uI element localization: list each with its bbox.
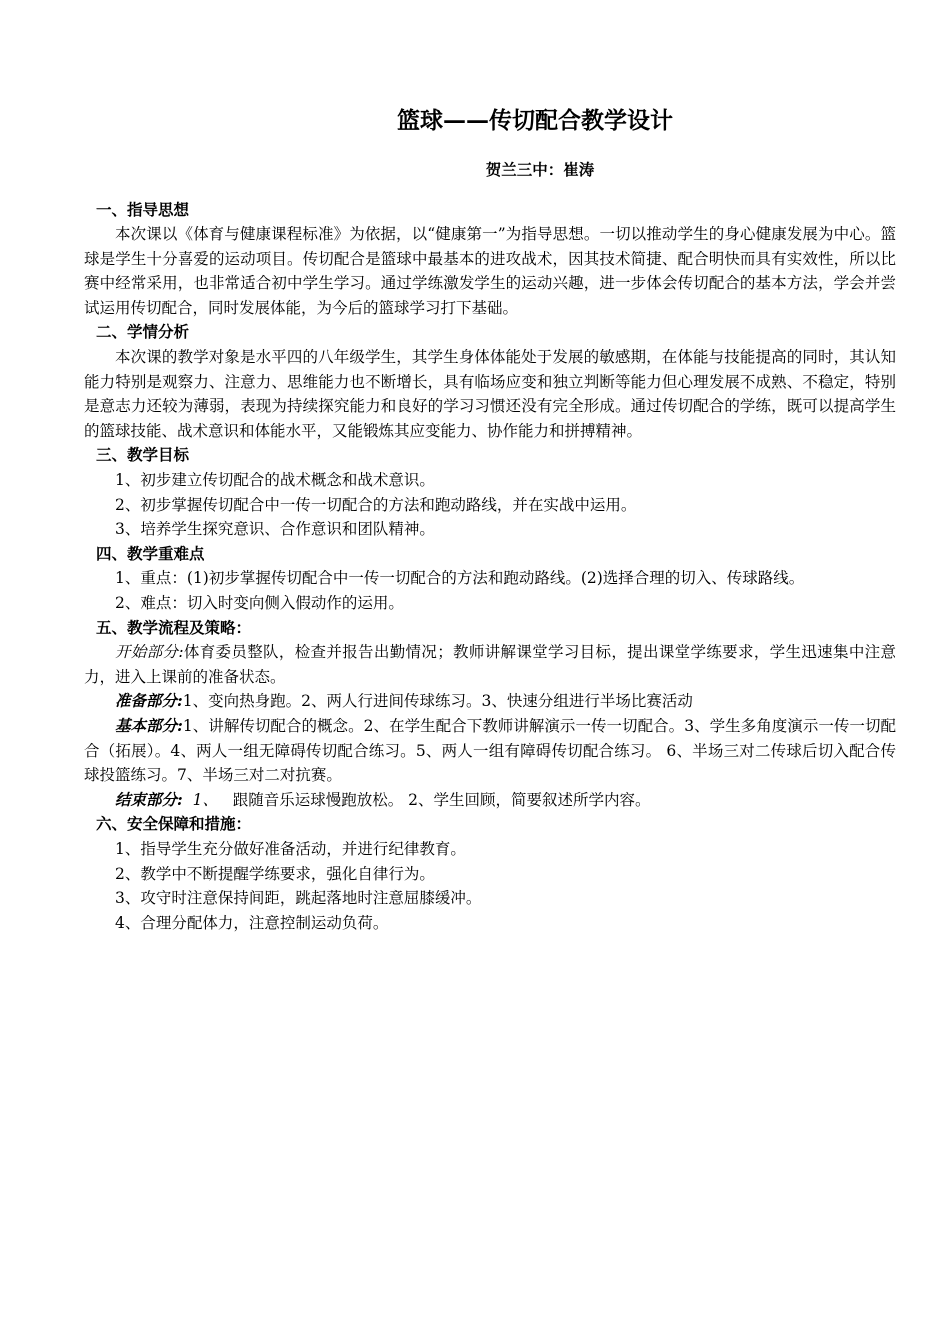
part-text: 1、讲解传切配合的概念。2、在学生配合下教师讲解演示一传一切配合。3、学生多角度演示一传一切配合（拓展）。4、两人一组无障碍传切配合练习。5、两人一组有障碍传切配合练习。 6、半场三对二传球后切入配合传球投篮练习。7、半场三对二对抗赛。 bbox=[84, 716, 896, 785]
part-label: 准备部分: bbox=[115, 691, 183, 711]
list-item: 1、指导学生充分做好准备活动，并进行纪律教育。 bbox=[115, 839, 466, 858]
part-text: 1、变向热身跑。2、两人行进间传球练习。3、快速分组进行半场比赛活动 bbox=[182, 692, 693, 711]
part-label: 开始部分: bbox=[115, 643, 184, 662]
list-item: 3、培养学生探究意识、合作意识和团队精神。 bbox=[115, 520, 435, 539]
list-item: 1、初步建立传切配合的战术概念和战术意识。 bbox=[115, 471, 435, 490]
section-guiding-ideology bbox=[84, 198, 896, 321]
part-number: 1、 bbox=[192, 790, 218, 809]
process-part-start bbox=[84, 640, 896, 689]
section-heading: 三、教学目标 bbox=[96, 445, 190, 465]
section-heading: 四、教学重难点 bbox=[96, 543, 205, 563]
list-item: 2、难点：切入时变向侧入假动作的运用。 bbox=[115, 594, 404, 612]
document-title: 篮球——传切配合教学设计 bbox=[397, 107, 673, 134]
section-heading: 六、安全保障和措施： bbox=[96, 814, 252, 834]
author-line: 贺兰三中：崔涛 bbox=[485, 160, 595, 179]
process-part-basic bbox=[84, 714, 896, 788]
part-text: 跟随音乐运球慢跑放松。 2、学生回顾，简要叙述所学内容。 bbox=[232, 790, 651, 809]
section-safety-measures bbox=[84, 812, 896, 935]
part-text: 体育委员整队，检查并报告出勤情况；教师讲解课堂学习目标，提出课堂学练要求，学生迅速集中注意力，进入上课前的准备状态。 bbox=[84, 643, 896, 686]
document-page bbox=[84, 104, 896, 935]
section-learner-analysis bbox=[84, 320, 896, 443]
process-part-end bbox=[84, 788, 896, 813]
section-heading: 五、教学流程及策略： bbox=[96, 617, 252, 637]
list-item: 1、重点：(1)初步掌握传切配合中一传一切配合的方法和跑动路线。(2)选择合理的切入、传球路线。 bbox=[115, 569, 805, 588]
list-item: 2、初步掌握传切配合中一传一切配合的方法和跑动路线，并在实战中运用。 bbox=[115, 495, 637, 514]
section-teaching-process bbox=[84, 616, 896, 813]
section-key-difficult-points bbox=[84, 542, 896, 616]
section-paragraph: 本次课以《体育与健康课程标准》为依据，以“健康第一”为指导思想。一切以推动学生的身心健康发展为中心。篮球是学生十分喜爱的运动项目。传切配合是篮球中最基本的进攻战术，因其技术简捷、配合明快而具有实效性，所以比赛中经常采用，也非常适合初中学生学习。通过学练激发学生的运动兴趣，进一步体会传切配合的基本方法，学会并尝试运用传切配合，同时发展体能，为今后的篮球学习打下基础。 bbox=[84, 225, 896, 317]
section-paragraph: 本次课的教学对象是水平四的八年级学生，其学生身体体能处于发展的敏感期，在体能与技能提高的同时，其认知能力特别是观察力、注意力、思维能力也不断增长，具有临场应变和独立判断等能力但心理发展不成熟、不稳定，特别是意志力还较为薄弱，表现为持续探究能力和良好的学习习惯还没有完全形成。通过传切配合的学练，既可以提高学生的篮球技能、战术意识和体能水平，又能锻炼其应变能力、协作能力和拼搏精神。 bbox=[84, 348, 896, 440]
section-heading: 二、学情分析 bbox=[96, 322, 190, 342]
part-label: 结束部分: bbox=[115, 789, 183, 809]
list-item: 4、合理分配体力，注意控制运动负荷。 bbox=[115, 913, 389, 932]
part-label: 基本部分: bbox=[115, 715, 183, 735]
list-item: 3、攻守时注意保持间距，跳起落地时注意屈膝缓冲。 bbox=[115, 889, 482, 908]
list-item: 2、教学中不断提醒学练要求，强化自律行为。 bbox=[115, 864, 435, 883]
process-part-prepare bbox=[84, 689, 896, 714]
section-teaching-goals bbox=[84, 443, 896, 541]
section-heading: 一、指导思想 bbox=[96, 199, 190, 219]
